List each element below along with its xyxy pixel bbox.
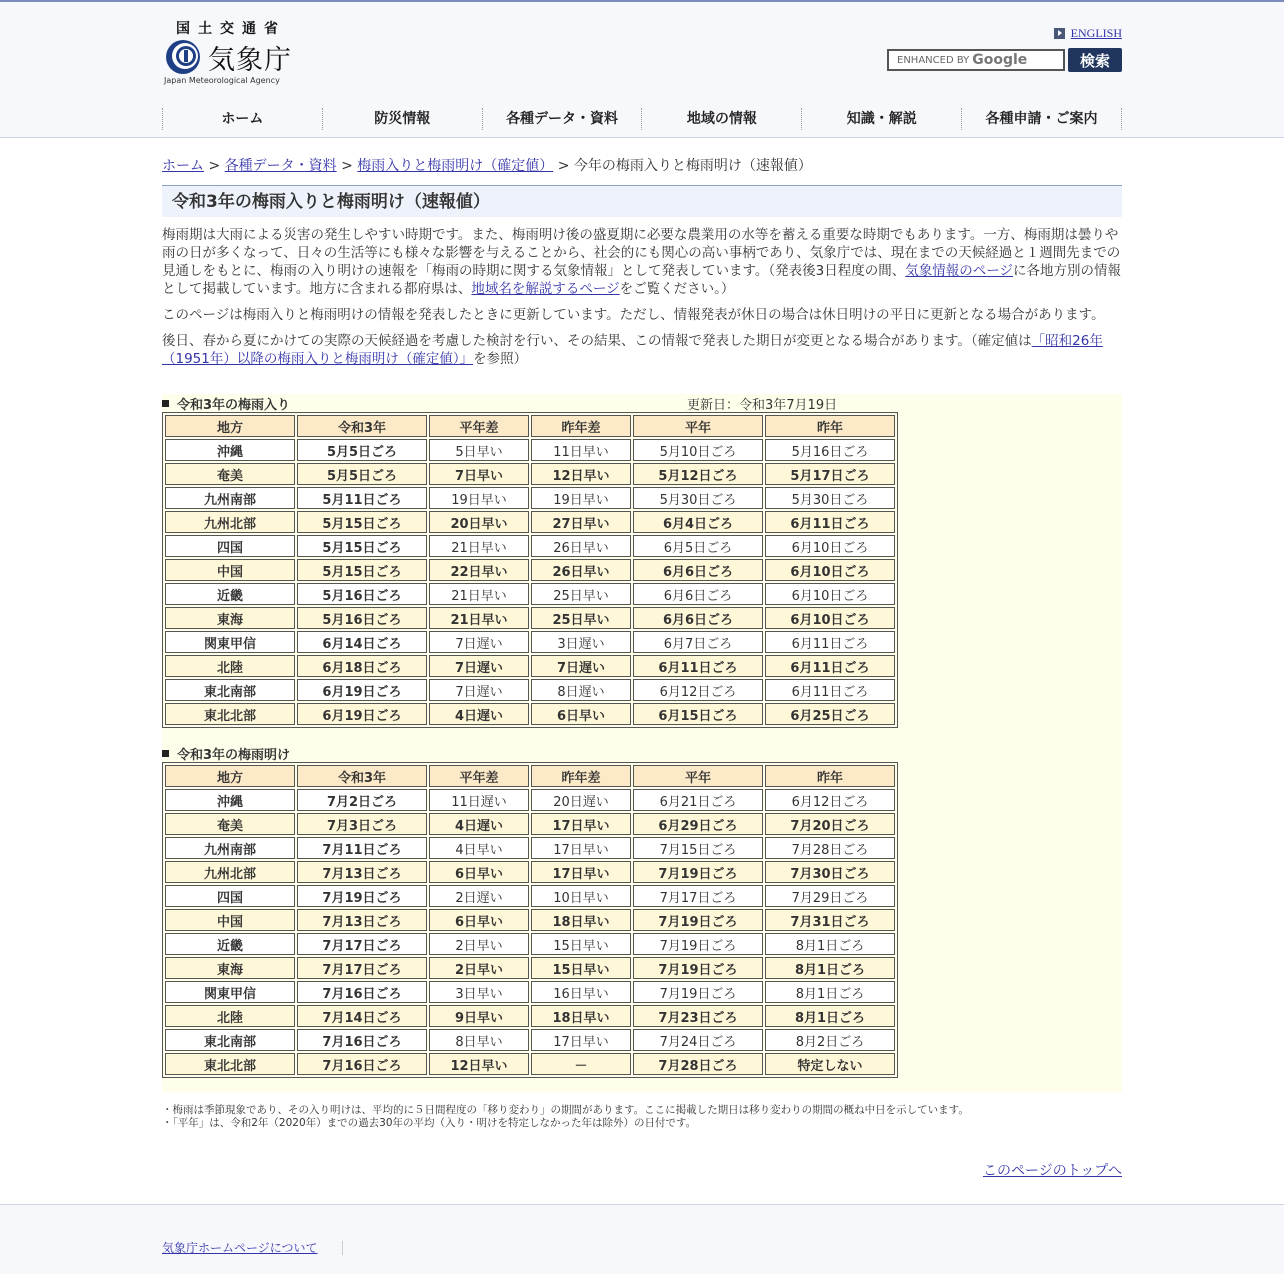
intro-text: をご覧ください。）: [619, 281, 735, 297]
end-caption-text: 令和3年の梅雨明け: [177, 748, 291, 763]
nav-knowledge[interactable]: 知識・解説: [801, 108, 961, 130]
table-cell: 6月6日ごろ: [633, 583, 763, 605]
table-cell: 7月24日ごろ: [633, 1029, 763, 1051]
table-cell: 6月11日ごろ: [765, 511, 895, 533]
end-caption: [162, 744, 1122, 762]
intro-text: 梅雨期は大雨による災害の発生しやすい時期です。また、梅雨明け後の盛夏期に必要な農業用の水等を蓄える重要な時期でもあります。一方、梅雨期は曇りや雨の日が多くなって、日々の生活等にも様々な影響を与えることから、社会的にも関心の高い事柄であり、気象庁では、現在までの天候経過と１週間先までの見通しをもとに、梅雨の入り明けの速報を「梅雨の時期に関する気象情報」として発表しています。（発表後3日程度の間、: [162, 227, 1121, 279]
table-cell: 特定しない: [765, 1053, 895, 1075]
table-cell: 5月30日ごろ: [633, 487, 763, 509]
agency-name: 気象庁: [208, 45, 292, 76]
breadcrumb-sep: >: [208, 158, 221, 174]
tables-area: [162, 394, 1122, 1092]
search-button[interactable]: 検索: [1068, 48, 1122, 72]
table-cell: 5月5日ごろ: [297, 439, 427, 461]
table-cell: 7月29日ごろ: [765, 885, 895, 907]
table-cell: 6月25日ごろ: [765, 703, 895, 725]
table-cell: 3日遅い: [531, 631, 631, 653]
table-cell: 19日早い: [531, 487, 631, 509]
english-link-text[interactable]: ENGLISH: [1070, 26, 1122, 40]
table-cell: 7月19日ごろ: [633, 933, 763, 955]
table-cell: 6月5日ごろ: [633, 535, 763, 557]
table-cell: 6月10日ごろ: [765, 607, 895, 629]
table-row: [165, 909, 895, 931]
table-cell: 8月1日ごろ: [765, 981, 895, 1003]
table-cell: 6月11日ごろ: [765, 631, 895, 653]
table-cell: 7月19日ごろ: [633, 861, 763, 883]
table-cell: 5月17日ごろ: [765, 463, 895, 485]
region-names-link[interactable]: 地域名を解説するページ: [471, 281, 620, 297]
table-cell: 25日早い: [531, 583, 631, 605]
breadcrumb-home[interactable]: ホーム: [162, 158, 204, 174]
table-cell: 7月19日ごろ: [633, 957, 763, 979]
table-row: [165, 933, 895, 955]
table-cell: 16日早い: [531, 981, 631, 1003]
column-header: 昨年差: [531, 415, 631, 437]
table-cell: 17日早い: [531, 837, 631, 859]
english-link[interactable]: [1054, 26, 1122, 41]
table-cell: 7月16日ごろ: [297, 1053, 427, 1075]
breadcrumb-sep: >: [557, 158, 570, 174]
intro-paragraph-1: [162, 226, 1122, 298]
table-cell: 6月4日ごろ: [633, 511, 763, 533]
table-cell: 6日早い: [429, 861, 529, 883]
table-cell: 6月11日ごろ: [633, 655, 763, 677]
region-cell: 近畿: [165, 933, 295, 955]
region-cell: 東海: [165, 957, 295, 979]
table-row: [165, 583, 895, 605]
table-cell: 7月15日ごろ: [633, 837, 763, 859]
table-cell: 5月16日ごろ: [765, 439, 895, 461]
main-content: [162, 155, 1122, 1180]
table-row: [165, 885, 895, 907]
table-cell: 7月14日ごろ: [297, 1005, 427, 1027]
table-cell: 17日早い: [531, 861, 631, 883]
table-cell: 18日早い: [531, 1005, 631, 1027]
table-cell: 5月11日ごろ: [297, 487, 427, 509]
nav-data[interactable]: 各種データ・資料: [482, 108, 642, 130]
table-cell: 7月16日ごろ: [297, 981, 427, 1003]
intro-paragraph-3: [162, 332, 1122, 368]
table-cell: 2日早い: [429, 957, 529, 979]
jma-emblem-icon: [164, 38, 202, 76]
table-cell: 7月19日ごろ: [633, 909, 763, 931]
nav-disaster[interactable]: 防災情報: [322, 108, 482, 130]
table-row: [165, 703, 895, 725]
page-top: [162, 1160, 1122, 1180]
table-row: [165, 439, 895, 461]
table-cell: 6月10日ごろ: [765, 583, 895, 605]
column-header: 地方: [165, 415, 295, 437]
table-cell: 7月17日ごろ: [633, 885, 763, 907]
table-row: [165, 1053, 895, 1075]
table-row: [165, 813, 895, 835]
onset-caption-text: 令和3年の梅雨入り: [177, 398, 291, 413]
table-cell: 7月16日ごろ: [297, 1029, 427, 1051]
table-cell: 7月28日ごろ: [765, 837, 895, 859]
site-search: [887, 48, 1122, 72]
region-cell: 中国: [165, 559, 295, 581]
intro-text: を参照）: [473, 351, 528, 367]
table-cell: 6月12日ごろ: [765, 789, 895, 811]
table-row: [165, 535, 895, 557]
table-cell: 6月10日ごろ: [765, 559, 895, 581]
breadcrumb-current: 今年の梅雨入りと梅雨明け（速報値）: [573, 158, 812, 174]
table-row: [165, 837, 895, 859]
region-cell: 沖縄: [165, 789, 295, 811]
weather-info-link[interactable]: 気象情報のページ: [905, 263, 1013, 279]
column-header: 昨年: [765, 415, 895, 437]
table-cell: 4日遅い: [429, 703, 529, 725]
table-cell: 6月29日ごろ: [633, 813, 763, 835]
region-cell: 東北南部: [165, 1029, 295, 1051]
table-cell: 5月15日ごろ: [297, 511, 427, 533]
table-cell: 7月30日ごろ: [765, 861, 895, 883]
region-cell: 九州南部: [165, 837, 295, 859]
table-cell: 18日早い: [531, 909, 631, 931]
region-cell: 九州北部: [165, 511, 295, 533]
table-row: [165, 487, 895, 509]
column-header: 地方: [165, 765, 295, 787]
table-cell: 6月14日ごろ: [297, 631, 427, 653]
table-row: [165, 511, 895, 533]
table-cell: 8月1日ごろ: [765, 933, 895, 955]
table-cell: 6月6日ごろ: [633, 559, 763, 581]
column-header: 令和3年: [297, 415, 427, 437]
column-header: 平年差: [429, 765, 529, 787]
ministry-name: 国土交通省: [176, 21, 286, 37]
column-header: 平年: [633, 415, 763, 437]
table-row: [165, 1005, 895, 1027]
table-cell: 7月13日ごろ: [297, 861, 427, 883]
onset-table: [162, 412, 898, 728]
table-cell: 8月2日ごろ: [765, 1029, 895, 1051]
column-header: 平年差: [429, 415, 529, 437]
table-cell: 20日早い: [429, 511, 529, 533]
table-cell: 4日遅い: [429, 813, 529, 835]
region-cell: 北陸: [165, 1005, 295, 1027]
table-cell: 12日早い: [429, 1053, 529, 1075]
square-bullet-icon: [162, 750, 169, 757]
search-placeholder: ENHANCED BY: [897, 54, 970, 66]
region-cell: 関東甲信: [165, 981, 295, 1003]
table-cell: 6月10日ごろ: [765, 535, 895, 557]
table-cell: 6月15日ごろ: [633, 703, 763, 725]
jma-logo[interactable]: [164, 16, 294, 88]
table-cell: 5月16日ごろ: [297, 607, 427, 629]
table-cell: 7日遅い: [429, 679, 529, 701]
table-cell: 15日早い: [531, 933, 631, 955]
table-cell: 6月6日ごろ: [633, 607, 763, 629]
table-cell: 5月12日ごろ: [633, 463, 763, 485]
agency-name-en: Japan Meteorological Agency: [164, 76, 280, 85]
table-cell: 20日遅い: [531, 789, 631, 811]
square-bullet-icon: [162, 400, 169, 407]
region-cell: 東北北部: [165, 1053, 295, 1075]
table-cell: 5月16日ごろ: [297, 583, 427, 605]
region-cell: 中国: [165, 909, 295, 931]
table-cell: 2日遅い: [429, 885, 529, 907]
site-footer: [0, 1204, 1284, 1274]
table-cell: 6月18日ごろ: [297, 655, 427, 677]
region-cell: 四国: [165, 535, 295, 557]
region-cell: 近畿: [165, 583, 295, 605]
table-cell: 6日早い: [429, 909, 529, 931]
intro-text: 後日、春から夏にかけての実際の天候経過を考慮した検討を行い、その結果、この情報で発表した期日が変更となる場合があります。（確定値は: [162, 333, 1032, 349]
table-cell: 21日早い: [429, 583, 529, 605]
table-cell: 25日早い: [531, 607, 631, 629]
table-row: [165, 957, 895, 979]
table-cell: －: [531, 1053, 631, 1075]
table-cell: 26日早い: [531, 559, 631, 581]
table-row: [165, 631, 895, 653]
table-cell: 7月2日ごろ: [297, 789, 427, 811]
table-cell: 7月20日ごろ: [765, 813, 895, 835]
table-cell: 8月1日ごろ: [765, 1005, 895, 1027]
region-cell: 東北南部: [165, 679, 295, 701]
table-cell: 7月19日ごろ: [297, 885, 427, 907]
table-cell: 11日遅い: [429, 789, 529, 811]
table-row: [165, 607, 895, 629]
arrow-icon: [1054, 28, 1065, 39]
table-cell: 26日早い: [531, 535, 631, 557]
table-cell: 21日早い: [429, 607, 529, 629]
region-cell: 四国: [165, 885, 295, 907]
table-cell: 2日早い: [429, 933, 529, 955]
table-row: [165, 789, 895, 811]
table-cell: 6月19日ごろ: [297, 679, 427, 701]
table-cell: 7月11日ごろ: [297, 837, 427, 859]
table-cell: 7日遅い: [429, 655, 529, 677]
table-row: [165, 861, 895, 883]
table-row: [165, 463, 895, 485]
table-cell: 5月15日ごろ: [297, 559, 427, 581]
search-input[interactable]: [887, 49, 1065, 71]
column-header: 令和3年: [297, 765, 427, 787]
table-cell: 27日早い: [531, 511, 631, 533]
intro-text: に各地方別の情報として掲載しています。地方に含まれる都府県は、: [162, 263, 1121, 297]
table-cell: 6月19日ごろ: [297, 703, 427, 725]
table-cell: 9日早い: [429, 1005, 529, 1027]
table-cell: 7月23日ごろ: [633, 1005, 763, 1027]
breadcrumb: [162, 155, 1122, 175]
table-cell: 7月31日ごろ: [765, 909, 895, 931]
table-cell: 5月10日ごろ: [633, 439, 763, 461]
region-cell: 北陸: [165, 655, 295, 677]
column-header: 昨年差: [531, 765, 631, 787]
table-cell: 7日遅い: [429, 631, 529, 653]
table-cell: 17日早い: [531, 1029, 631, 1051]
table-cell: 10日早い: [531, 885, 631, 907]
column-header: 昨年: [765, 765, 895, 787]
breadcrumb-data[interactable]: 各種データ・資料: [224, 158, 337, 174]
table-row: [165, 1029, 895, 1051]
region-cell: 九州北部: [165, 861, 295, 883]
onset-caption: [162, 394, 1122, 412]
table-cell: 7月28日ごろ: [633, 1053, 763, 1075]
table-cell: 12日早い: [531, 463, 631, 485]
page-top-link[interactable]: このページのトップへ: [982, 1163, 1122, 1179]
table-cell: 5月30日ごろ: [765, 487, 895, 509]
table-cell: 21日早い: [429, 535, 529, 557]
table-cell: 7月3日ごろ: [297, 813, 427, 835]
table-cell: 3日早い: [429, 981, 529, 1003]
nav-regional[interactable]: 地域の情報: [641, 108, 801, 130]
nav-guide[interactable]: 各種申請・ご案内: [961, 108, 1122, 130]
table-cell: 6月11日ごろ: [765, 679, 895, 701]
table-cell: 6日早い: [531, 703, 631, 725]
table-row: [165, 655, 895, 677]
table-cell: 8日早い: [429, 1029, 529, 1051]
column-header: 平年: [633, 765, 763, 787]
table-cell: 5月5日ごろ: [297, 463, 427, 485]
region-cell: 関東甲信: [165, 631, 295, 653]
table-cell: 7日遅い: [531, 655, 631, 677]
table-cell: 6月7日ごろ: [633, 631, 763, 653]
note-item: ・「平年」は、令和2年（2020年）までの過去30年の平均（入り・明けを特定しなかった年は除外）の日付です。: [162, 1117, 697, 1129]
table-cell: 6月11日ごろ: [765, 655, 895, 677]
note-item: ・梅雨は季節現象であり、その入り明けは、平均的に５日間程度の「移り変わり」の期間があります。ここに掲載した期日は移り変わりの期間の概ね中日を示しています。: [162, 1104, 969, 1116]
table-cell: 7月17日ごろ: [297, 957, 427, 979]
breadcrumb-sep: >: [341, 158, 353, 174]
site-header: [0, 0, 1284, 138]
about-site-link[interactable]: 気象庁ホームページについて: [162, 1241, 343, 1255]
table-cell: 22日早い: [429, 559, 529, 581]
region-cell: 東海: [165, 607, 295, 629]
google-wordmark: Google: [972, 52, 1028, 68]
breadcrumb-confirmed[interactable]: 梅雨入りと梅雨明け（確定値）: [357, 158, 554, 174]
table-cell: 5日早い: [429, 439, 529, 461]
confirmed-values-link[interactable]: 「昭和26年（1951年）以降の梅雨入りと梅雨明け（確定値）」: [162, 333, 1103, 367]
region-cell: 東北北部: [165, 703, 295, 725]
table-cell: 7日早い: [429, 463, 529, 485]
table-cell: 5月15日ごろ: [297, 535, 427, 557]
table-cell: 8日遅い: [531, 679, 631, 701]
table-cell: 6月21日ごろ: [633, 789, 763, 811]
table-cell: 17日早い: [531, 813, 631, 835]
region-cell: 奄美: [165, 813, 295, 835]
region-cell: 奄美: [165, 463, 295, 485]
global-nav: [162, 108, 1122, 130]
table-cell: 7月17日ごろ: [297, 933, 427, 955]
table-header-row: [165, 415, 895, 437]
table-cell: 6月12日ごろ: [633, 679, 763, 701]
table-row: [165, 679, 895, 701]
region-cell: 沖縄: [165, 439, 295, 461]
table-row: [165, 559, 895, 581]
table-cell: 8月1日ごろ: [765, 957, 895, 979]
table-cell: 7月19日ごろ: [633, 981, 763, 1003]
updated-date: 更新日：令和3年7月19日: [687, 398, 838, 413]
notes: [162, 1104, 1122, 1130]
table-cell: 19日早い: [429, 487, 529, 509]
end-table: [162, 762, 898, 1078]
table-cell: 15日早い: [531, 957, 631, 979]
table-cell: 4日早い: [429, 837, 529, 859]
intro-paragraph-2: このページは梅雨入りと梅雨明けの情報を発表したときに更新しています。ただし、情報発表が休日の場合は休日明けの平日に更新となる場合があります。: [162, 307, 1105, 323]
page-title: 令和3年の梅雨入りと梅雨明け（速報値）: [162, 185, 1122, 217]
region-cell: 九州南部: [165, 487, 295, 509]
nav-home[interactable]: ホーム: [162, 108, 322, 130]
table-row: [165, 981, 895, 1003]
table-cell: 7月13日ごろ: [297, 909, 427, 931]
table-cell: 11日早い: [531, 439, 631, 461]
table-header-row: [165, 765, 895, 787]
